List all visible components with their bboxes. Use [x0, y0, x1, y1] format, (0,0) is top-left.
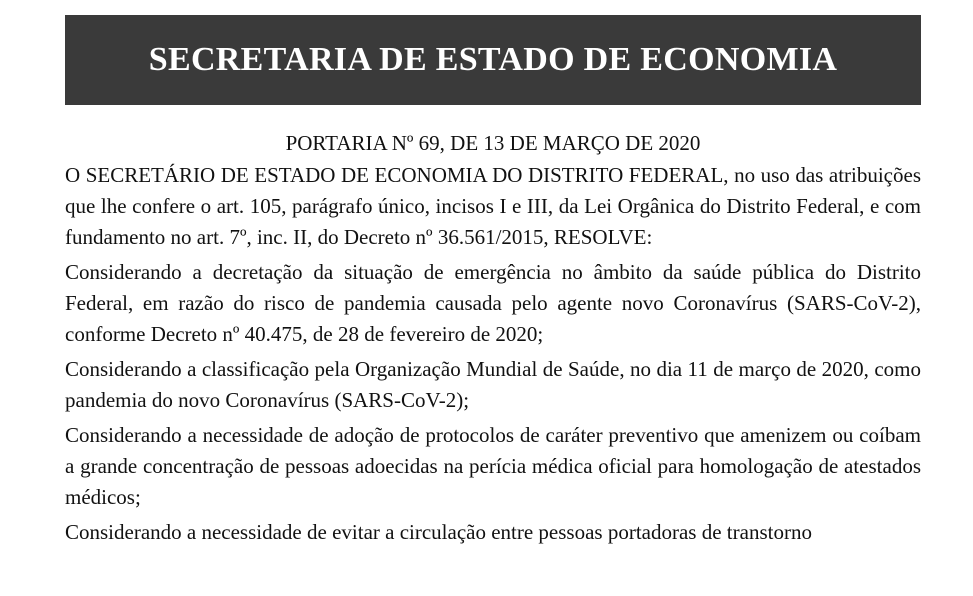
document-body — [65, 128, 921, 552]
paragraph-considerando-circulacao: Considerando a necessidade de evitar a circulação entre pessoas portadoras de transtorno — [65, 520, 812, 544]
paragraph-considerando-protocolos: Considerando a necessidade de adoção de protocolos de caráter preventivo que amenizem ou coíbam a grande concentração de pessoas adoecidas na perícia médica oficial para homologação de atestados médicos; — [65, 423, 921, 509]
page-title: SECRETARIA DE ESTADO DE ECONOMIA — [148, 41, 838, 78]
header-banner — [65, 15, 921, 105]
paragraph-preamble: O SECRETÁRIO DE ESTADO DE ECONOMIA DO DISTRITO FEDERAL, no uso das atribuições que lhe confere o art. 105, parágrafo único, incisos I e III, da Lei Orgânica do Distrito Federal, e com fundamento no art. 7º, inc. II, do Decreto nº 36.561/2015, RESOLVE: — [65, 163, 921, 249]
paragraph-considerando-emergencia: Considerando a decretação da situação de emergência no âmbito da saúde pública do Distrito Federal, em razão do risco de pandemia causada pelo agente novo Coronavírus (SARS-CoV-2), conforme Decreto nº 40.475, de 28 de fevereiro de 2020; — [65, 260, 921, 346]
portaria-heading: PORTARIA Nº 69, DE 13 DE MARÇO DE 2020 — [285, 131, 701, 155]
paragraph-considerando-oms: Considerando a classificação pela Organização Mundial de Saúde, no dia 11 de março de 2020, como pandemia do novo Coronavírus (SARS-CoV-2); — [65, 357, 921, 412]
